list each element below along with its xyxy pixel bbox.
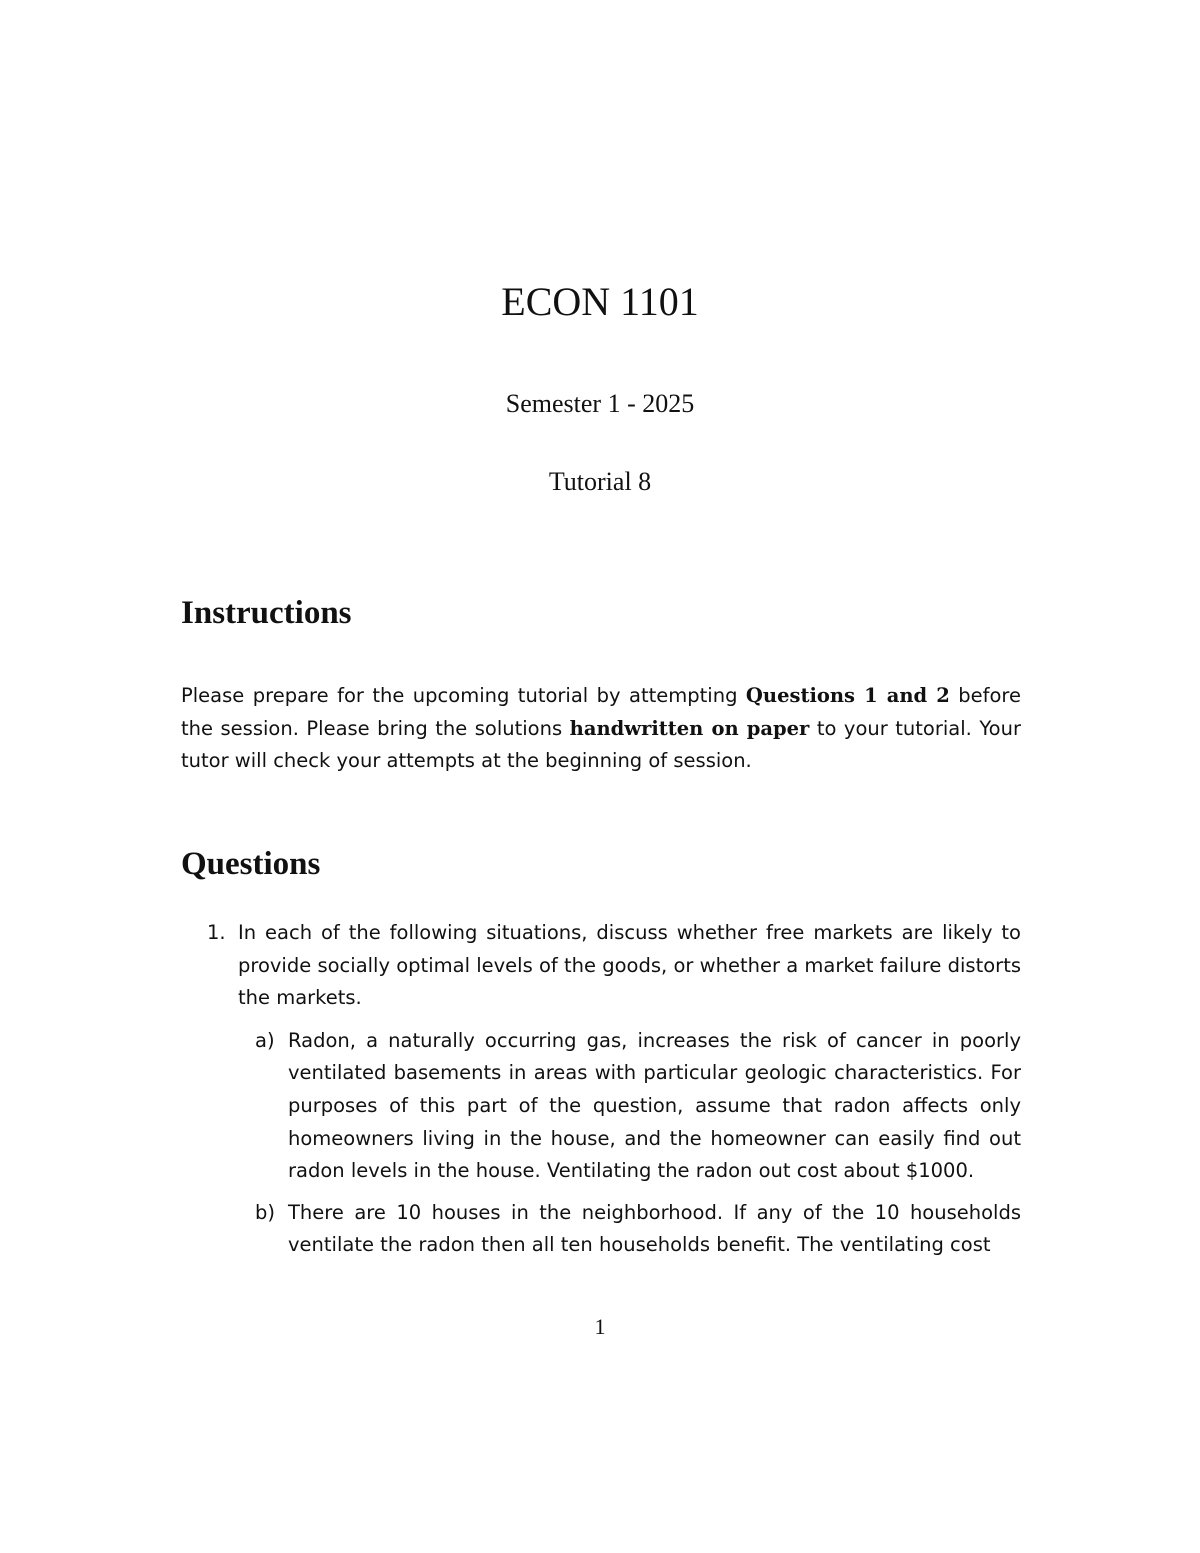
sub-question-label: a) xyxy=(255,1028,275,1052)
sub-question-list xyxy=(238,1025,1021,1262)
question-item xyxy=(181,917,1021,1262)
sub-question-text: There are 10 houses in the neighborhood. If any of the 10 households ventilate the radon then all ten households benefit. The ventilating cost xyxy=(288,1200,1021,1257)
question-text: In each of the following situations, discuss whether free markets are likely to provide socially optimal levels of the goods, or whether a market failure distorts the markets. xyxy=(238,921,1021,1010)
question-number: 1. xyxy=(207,921,226,944)
sub-question-label: b) xyxy=(255,1200,275,1224)
course-title: ECON 1101 xyxy=(501,279,699,324)
instructions-text-1: Please prepare for the upcoming tutorial by attempting xyxy=(181,684,746,707)
instructions-text-3: to your tutorial. Your tutor will check your attempts at the beginning of session. xyxy=(181,716,1021,773)
page-number: 1 xyxy=(594,1314,606,1339)
instructions-heading: Instructions xyxy=(181,595,352,631)
sub-question-item xyxy=(238,1025,1021,1188)
instructions-paragraph xyxy=(181,680,1021,778)
sub-question-text: Radon, a naturally occurring gas, increases the risk of cancer in poorly ventilated basements in areas with particular geologic characteristics. For purposes of this part of the question, assume that radon affects only homeowners living in the house, and the homeowner can easily find out radon levels in the house. Ventilating the radon out cost about $1000. xyxy=(288,1028,1021,1183)
instructions-bold-questions: Questions 1 and 2 xyxy=(745,684,950,707)
questions-heading: Questions xyxy=(181,846,321,882)
questions-list xyxy=(181,917,1021,1271)
tutorial-line: Tutorial 8 xyxy=(548,467,652,496)
semester-line: Semester 1 - 2025 xyxy=(505,389,695,418)
sub-question-item xyxy=(238,1197,1021,1262)
instructions-bold-handwritten: handwritten on paper xyxy=(569,716,810,740)
instructions-text-2: before the session. Please bring the solutions xyxy=(181,684,1021,740)
